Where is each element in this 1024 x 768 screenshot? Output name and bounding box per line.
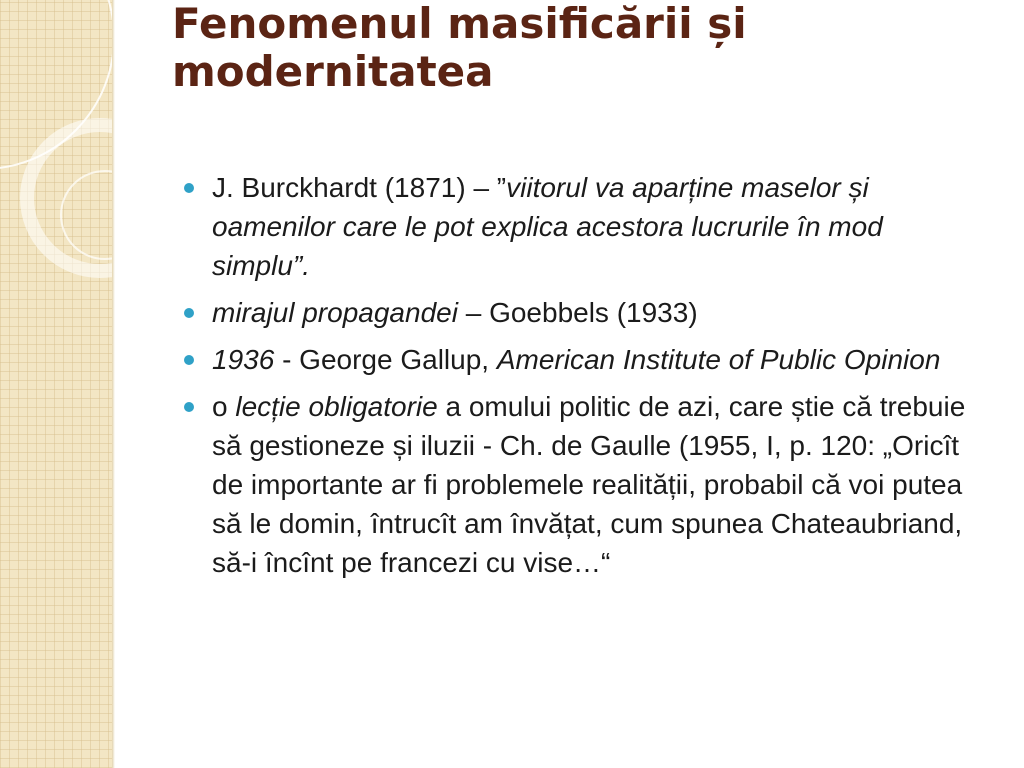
bullet-text-part: lecție obligatorie <box>235 391 438 422</box>
bullet-dot-icon <box>184 355 194 365</box>
side-panel-edge <box>112 0 115 768</box>
bullet-text-part: a omului politic de azi, care știe că trebuie să gestioneze și iluzii - Ch. de Gaulle (1955, I, p. 120: „Oricît de importante ar fi problemele realității, probabil că voi putea să le domin, întrucît am învățat, cum spunea Chateaubriand, să-i încînt pe francezi cu vise…“ <box>212 391 966 578</box>
bullet-text-part: mirajul propagandei <box>212 297 458 328</box>
bullet-text-part: – Goebbels (1933) <box>457 297 698 328</box>
bullet-item <box>184 340 984 379</box>
bullet-list <box>184 168 984 590</box>
bullet-dot-icon <box>184 183 194 193</box>
bullet-item <box>184 387 984 582</box>
bullet-dot-icon <box>184 402 194 412</box>
bullet-text-part: 1936 <box>212 344 275 375</box>
bullet-item <box>184 168 984 285</box>
bullet-item <box>184 293 984 332</box>
bullet-text-part: - George Gallup, <box>274 344 497 375</box>
bullet-text-part: o <box>212 391 236 422</box>
bullet-text-part: J. Burckhardt (1871) – ” <box>212 172 507 203</box>
bullet-dot-icon <box>184 308 194 318</box>
bullet-text-part: American Institute of Public Opinion <box>496 344 941 375</box>
slide-title: Fenomenul masificării și modernitatea <box>172 0 747 96</box>
bullet-text-part: viitorul va aparține maselor și oamenilor care le pot explica acestora lucrurile în mod simplu”. <box>212 172 883 281</box>
decorative-side-panel <box>0 0 112 768</box>
